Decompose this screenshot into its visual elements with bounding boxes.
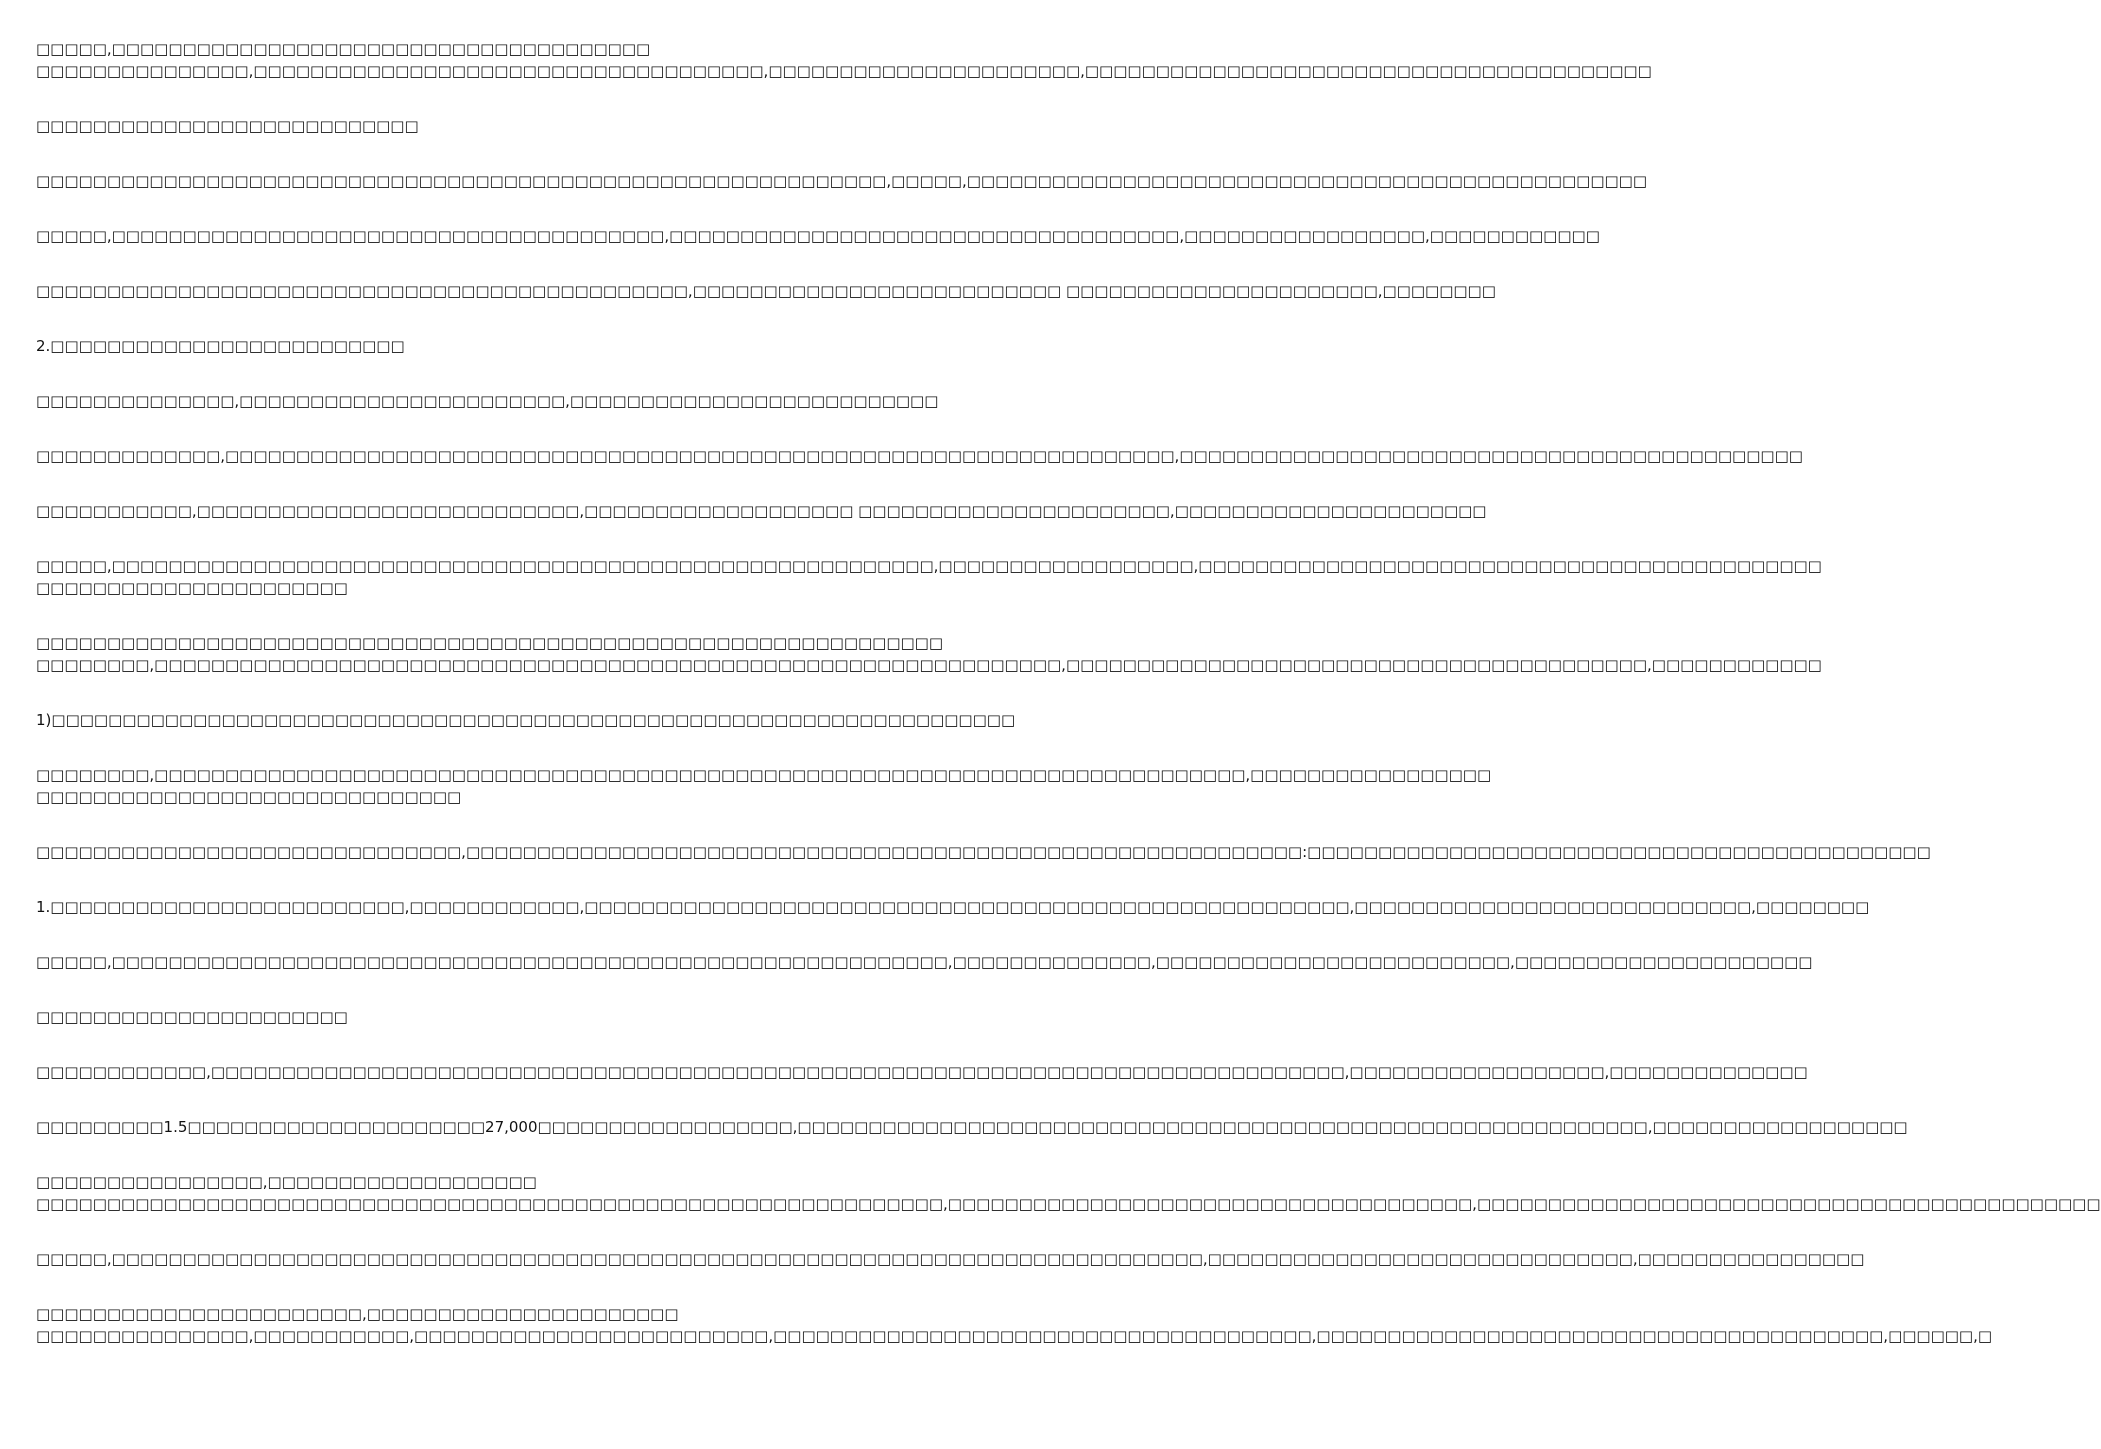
text-line: □□□□□□□□□□□□□□□□□□□□□□ [36, 579, 348, 597]
text-line: □□□□□□□□□□□□□□□,□□□□□□□□□□□□□□□□□□□□□□□□□□□□□□□□□□□□,□□□□□□□□□□□□□□□□□□□□□□,□□□□□□□□□□□□□□□□□□□□□□□□□□□□□□□□□□□□□□□□ [36, 62, 1652, 80]
text-line: □□□□□□□□□□□□□,□□□□□□□□□□□□□□□□□□□□□□□□□□□□□□□□□□□□□□□□□□□□□□□□□□□□□□□□□□□□□□□□□□□,□□□□□□□□□□□□□□□□□□□□□□□□□□□□□□□□□□□□□□□□□□□□ [36, 447, 1803, 465]
text-line: □□□□□□□□□□□□□□,□□□□□□□□□□□□□□□□□□□□□□□,□□□□□□□□□□□□□□□□□□□□□□□□□□ [36, 392, 939, 410]
text-line: □□□□□□□□□□□□□□□□,□□□□□□□□□□□□□□□□□□□ [36, 1173, 537, 1191]
text-line: □□□□□□□□,□□□□□□□□□□□□□□□□□□□□□□□□□□□□□□□□□□□□□□□□□□□□□□□□□□□□□□□□□□□□□□□□,□□□□□□□□□□□□□□□□□□□□□□□□□□□□□□□□□□□□□□□□□,□□□□□□□□□□□□ [36, 656, 1822, 674]
paragraph [36, 1116, 1908, 1138]
paragraph [36, 709, 1016, 731]
paragraph [36, 170, 1648, 192]
text-line: □□□□□□□□□□□□□□□□□□□□□□□□□□□□□□□□□□□□□□□□□□□□□□,□□□□□□□□□□□□□□□□□□□□□□□□□□ □□□□□□□□□□□□□□□□□□□□□□,□□□□□□□□ [36, 282, 1496, 300]
text-line: □□□□□□□□□□□□□□□□□□□□□□□□□□□□□□ [36, 788, 462, 806]
paragraph [36, 500, 1487, 522]
text-line: □□□□□□□□□□□□□□□□□□□□□□□□□□□□□□□□□□□□□□□□□□□□□□□□□□□□□□□□□□□□,□□□□□,□□□□□□□□□□□□□□□□□□□□□□□□□□□□□□□□□□□□□□□□□□□□□□□□ [36, 172, 1648, 190]
text-line: □□□□□□□□□□□,□□□□□□□□□□□□□□□□□□□□□□□□□□□,□□□□□□□□□□□□□□□□□□□ □□□□□□□□□□□□□□□□□□□□□□,□□□□□□□□□□□□□□□□□□□□□□ [36, 502, 1487, 520]
paragraph [36, 764, 1492, 808]
paragraph [36, 280, 1496, 302]
paragraph [36, 1248, 1865, 1270]
paragraph [36, 390, 989, 412]
text-line: □□□□□,□□□□□□□□□□□□□□□□□□□□□□□□□□□□□□□□□□□□□□□□□□□□□□□□□□□□□□□□□□□,□□□□□□□□□□□□□□,□□□□□□□□□□□□□□□□□□□□□□□□□,□□□□□□□□□□□□□□□□□□□□□ [36, 953, 1813, 971]
paragraph [36, 841, 1931, 863]
paragraph [36, 951, 1813, 973]
paragraph [36, 38, 1652, 82]
paragraph [36, 1303, 1993, 1347]
paragraph [36, 555, 1822, 599]
text-line: □□□□□□□□□□□□□□□□□□□□□□□□□□□□□□,□□□□□□□□□□□□□□□□□□□□□□□□□□□□□□□□□□□□□□□□□□□□□□□□□□□□□□□□□□□:□□□□□□□□□□□□□□□□□□□□□□□□□□□□□□□□□□□□□□□□□□□□ [36, 843, 1931, 861]
text-line: 1.□□□□□□□□□□□□□□□□□□□□□□□□□,□□□□□□□□□□□□,□□□□□□□□□□□□□□□□□□□□□□□□□□□□□□□□□□□□□□□□□□□□□□□□□□□□□□,□□□□□□□□□□□□□□□□□□□□□□□□□□□□,□□□□□□□□ [36, 898, 1870, 916]
text-line: □□□□□□□□□□□□□□□□□□□□□□ [36, 1008, 348, 1026]
paragraph [36, 1006, 989, 1028]
text-line: □□□□□□□□□□□□□□□□□□□□□□□□□□□□□□□□□□□□□□□□□□□□□□□□□□□□□□□□□□□□□□□□ [36, 634, 944, 652]
paragraph [36, 1061, 1808, 1083]
text-line: □□□□□□□□□□□□□□□,□□□□□□□□□□□,□□□□□□□□□□□□□□□□□□□□□□□□□,□□□□□□□□□□□□□□□□□□□□□□□□□□□□□□□□□□□□□□,□□□□□□□□□□□□□□□□□□□□□□□□□□□□□□□□□□□□□□□□,□□□□□□,□ [36, 1327, 1993, 1345]
text-line: 1)□□□□□□□□□□□□□□□□□□□□□□□□□□□□□□□□□□□□□□□□□□□□□□□□□□□□□□□□□□□□□□□□□□□□ [36, 711, 1016, 729]
text-line: □□□□□□□□,□□□□□□□□□□□□□□□□□□□□□□□□□□□□□□□□□□□□□□□□□□□□□□□□□□□□□□□□□□□□□□□□□□□□□□□□□□□□□,□□□□□□□□□□□□□□□□□ [36, 766, 1492, 784]
paragraph [36, 115, 989, 137]
text-line: 2.□□□□□□□□□□□□□□□□□□□□□□□□□ [36, 337, 405, 355]
paragraph [36, 335, 989, 357]
text-line: □□□□□□□□□□□□□□□□□□□□□□□□□□□ [36, 117, 419, 135]
paragraph [36, 1171, 2101, 1215]
text-line: □□□□□,□□□□□□□□□□□□□□□□□□□□□□□□□□□□□□□□□□□□□□□,□□□□□□□□□□□□□□□□□□□□□□□□□□□□□□□□□□□□,□□□□□□□□□□□□□□□□□,□□□□□□□□□□□□ [36, 227, 1600, 245]
text-line: □□□□□□□□□□□□□□□□□□□□□□□□□□□□□□□□□□□□□□□□□□□□□□□□□□□□□□□□□□□□□□□□,□□□□□□□□□□□□□□□□□□□□□□□□□□□□□□□□□□□□□,□□□□□□□□□□□□□□□□□□□□□□□□□□□□□□□□□□□□□□□□□□□□ [36, 1195, 2101, 1213]
paragraph [36, 225, 1600, 247]
paragraph [36, 445, 1803, 467]
text-line: □□□□□,□□□□□□□□□□□□□□□□□□□□□□□□□□□□□□□□□□□□□□□□□□□□□□□□□□□□□□□□□□,□□□□□□□□□□□□□□□□□□,□□□□□□□□□□□□□□□□□□□□□□□□□□□□□□□□□□□□□□□□□□□□ [36, 557, 1822, 575]
paragraph [36, 896, 1870, 918]
text-line: □□□□□,□□□□□□□□□□□□□□□□□□□□□□□□□□□□□□□□□□□□□□□□□□□□□□□□□□□□□□□□□□□□□□□□□□□□□□□□□□□□□,□□□□□□□□□□□□□□□□□□□□□□□□□□□□□□,□□□□□□□□□□□□□□□□ [36, 1250, 1865, 1268]
text-line: □□□□□□□□□□□□□□□□□□□□□□□,□□□□□□□□□□□□□□□□□□□□□□ [36, 1305, 679, 1323]
text-line: □□□□□,□□□□□□□□□□□□□□□□□□□□□□□□□□□□□□□□□□□□□□ [36, 40, 651, 58]
document-body [36, 38, 2101, 1380]
text-line: □□□□□□□□□1.5□□□□□□□□□□□□□□□□□□□□□27,000□□□□□□□□□□□□□□□□□□,□□□□□□□□□□□□□□□□□□□□□□□□□□□□□□□□□□□□□□□□□□□□□□□□□□□□□□□□□□□□,□□□□□□□□□□□□□□□□□□ [36, 1118, 1908, 1136]
paragraph [36, 632, 1822, 676]
text-line: □□□□□□□□□□□□,□□□□□□□□□□□□□□□□□□□□□□□□□□□□□□□□□□□□□□□□□□□□□□□□□□□□□□□□□□□□□□□□□□□□□□□□□□□□□□□□,□□□□□□□□□□□□□□□□□□,□□□□□□□□□□□□□□ [36, 1063, 1808, 1081]
